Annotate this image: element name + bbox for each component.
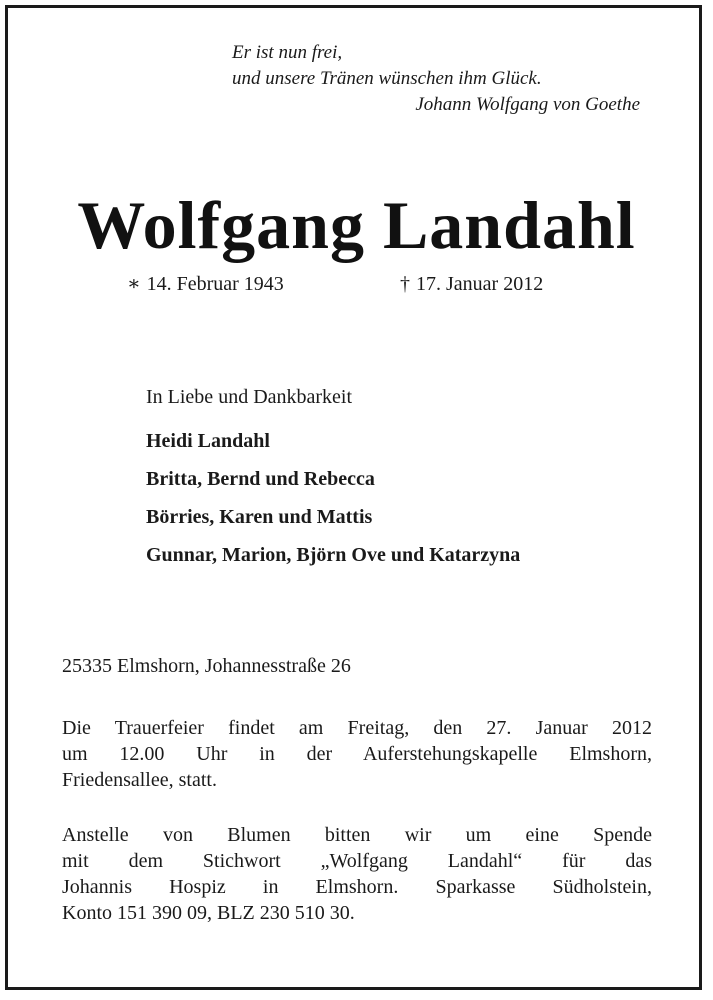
donation-line: mit dem Stichwort „Wolfgang Landahl“ für das bbox=[62, 850, 652, 872]
funeral-line: um 12.00 Uhr in der Auferstehungskapelle Elmshorn, bbox=[62, 743, 652, 765]
deceased-name: Wolfgang Landahl bbox=[77, 187, 636, 263]
donation-line: Konto 151 390 09, BLZ 230 510 30. bbox=[62, 902, 355, 924]
birth-date-group bbox=[127, 270, 284, 298]
funeral-info bbox=[62, 715, 652, 793]
birth-date: 14. Februar 1943 bbox=[146, 273, 284, 295]
quote-line: Er ist nun frei, bbox=[232, 42, 343, 63]
family-member: Börries, Karen und Mattis bbox=[146, 506, 373, 528]
quote-author: Johann Wolfgang von Goethe bbox=[415, 94, 640, 115]
funeral-line: Friedensallee, statt. bbox=[62, 769, 217, 791]
death-cross-icon: † bbox=[400, 273, 410, 295]
quote-line: und unsere Tränen wünschen ihm Glück. bbox=[232, 68, 542, 89]
family-member: Gunnar, Marion, Björn Ove und Katarzyna bbox=[146, 544, 521, 566]
quote-block bbox=[232, 40, 652, 118]
family-member: Heidi Landahl bbox=[146, 430, 270, 452]
family-address: 25335 Elmshorn, Johannesstraße 26 bbox=[62, 655, 351, 677]
family-member: Britta, Bernd und Rebecca bbox=[146, 468, 375, 490]
donation-line: Anstelle von Blumen bitten wir um eine Spende bbox=[62, 824, 652, 846]
death-date: 17. Januar 2012 bbox=[416, 273, 544, 295]
family-intro: In Liebe und Dankbarkeit bbox=[146, 386, 353, 408]
donation-info bbox=[62, 822, 652, 926]
family-block bbox=[146, 382, 686, 574]
funeral-line: Die Trauerfeier findet am Freitag, den 27. Januar 2012 bbox=[62, 717, 652, 739]
birth-star-icon: ∗ bbox=[127, 273, 141, 295]
donation-line: Johannis Hospiz in Elmshorn. Sparkasse Südholstein, bbox=[62, 876, 652, 898]
death-date-group bbox=[400, 270, 543, 298]
